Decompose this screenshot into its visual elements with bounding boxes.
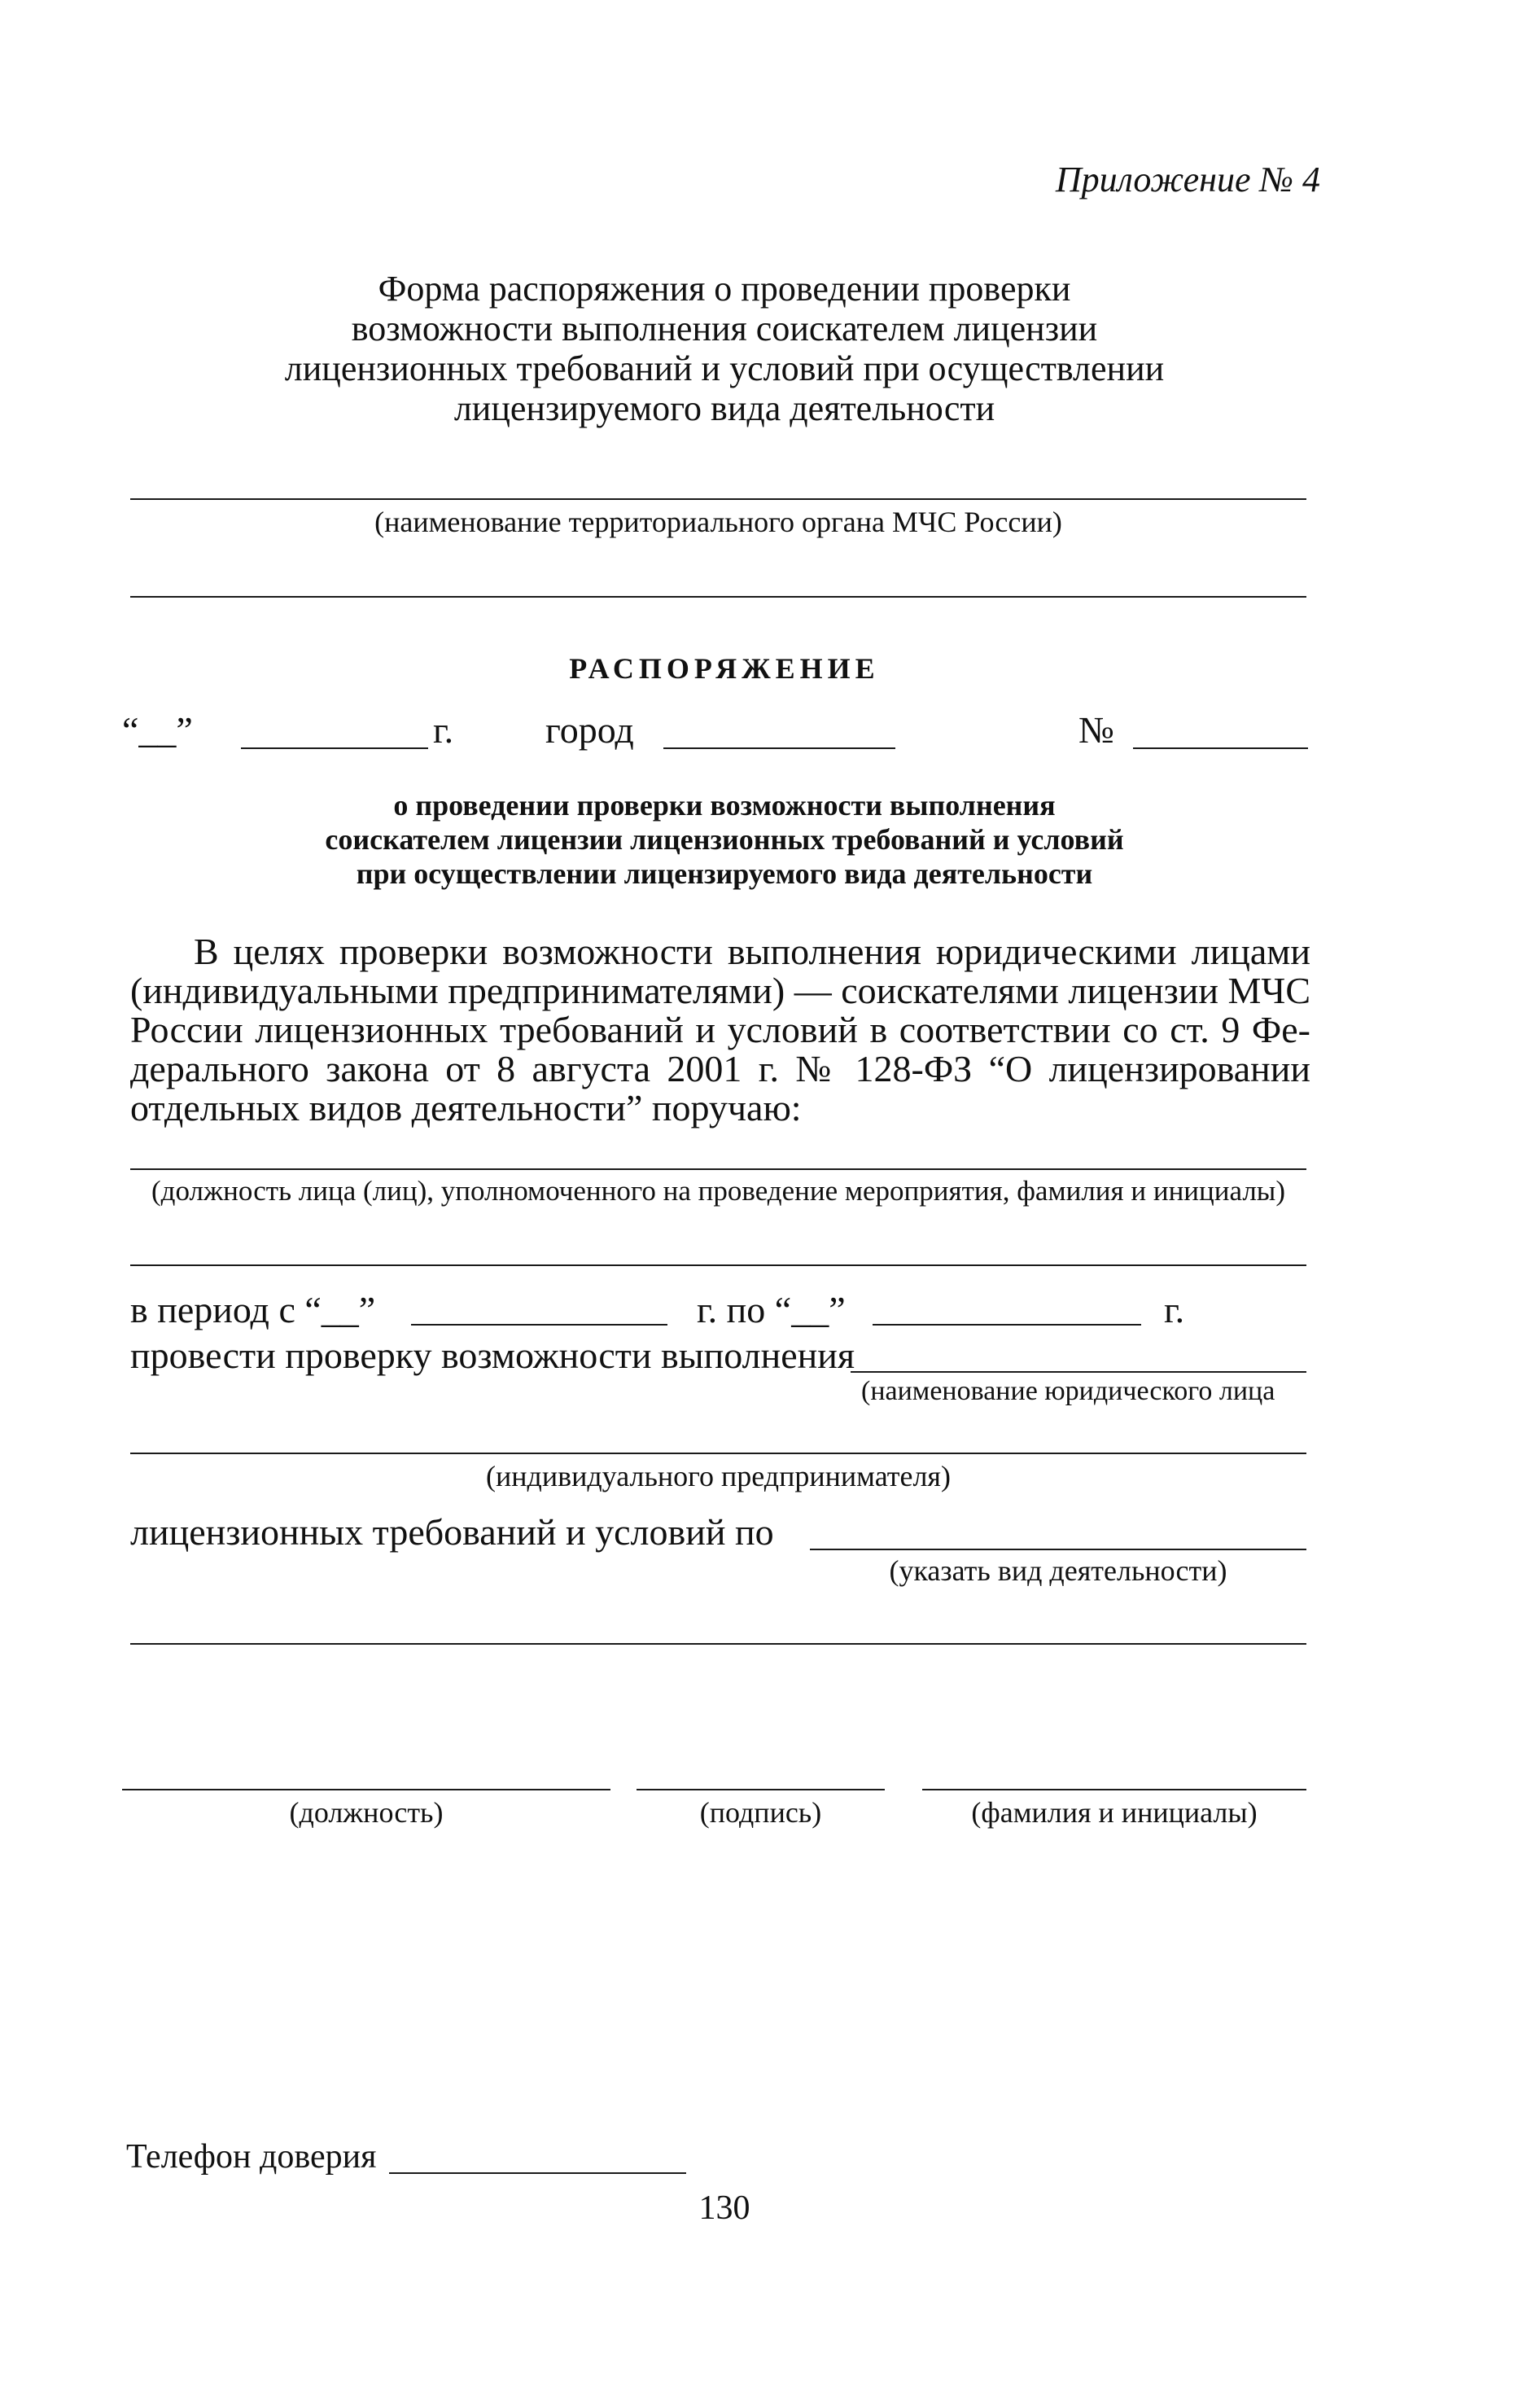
hotline-label: Телефон доверия	[126, 2138, 377, 2176]
form-title-line-1: Форма распоряжения о проведении проверки	[378, 269, 1071, 309]
appendix-label: Приложение № 4	[1055, 160, 1320, 199]
form-title-line-2: возможности выполнения соискателем лицензии	[351, 309, 1098, 348]
city-label: город	[545, 709, 634, 751]
number-line	[1133, 747, 1308, 749]
paragraph-line-2: (индивидуальными предпринимателями) — соискателями лицензии МЧС	[130, 970, 1311, 1011]
form-title	[0, 269, 1449, 428]
period-end-line	[873, 1324, 1141, 1326]
date-day-quote: “__”	[122, 709, 193, 751]
paragraph-line-4: дерального закона от 8 августа 2001 г. № 128-ФЗ “О лицензировании	[130, 1048, 1310, 1089]
official-line	[130, 1168, 1306, 1170]
entrepreneur-caption: (индивидуального предпринимателя)	[486, 1460, 951, 1492]
period-year-suffix: г.	[1164, 1289, 1185, 1330]
page-number: 130	[698, 2189, 750, 2227]
date-year-suffix: г.	[433, 709, 454, 751]
subject-line-2: соискателем лицензии лицензионных требований и условий	[325, 823, 1124, 856]
order-subject	[0, 788, 1449, 891]
check-label: провести проверку возможности выполнения	[130, 1334, 855, 1376]
entity-line	[851, 1371, 1306, 1373]
city-line	[663, 747, 895, 749]
position-caption: (должность)	[289, 1796, 444, 1829]
form-title-line-3: лицензионных требований и условий при осуществлении	[284, 348, 1165, 388]
paragraph-line-3: России лицензионных требований и условий в соответствии со ст. 9 Фе-	[130, 1009, 1310, 1050]
main-paragraph	[130, 932, 1310, 1128]
official-caption: (должность лица (лиц), уполномоченного на проведение мероприятия, фамилия и инициалы)	[151, 1175, 1285, 1207]
name-caption: (фамилия и инициалы)	[971, 1796, 1258, 1829]
document-heading: РАСПОРЯЖЕНИЕ	[569, 652, 880, 685]
signature-sign-line	[637, 1789, 885, 1790]
signature-name-line	[922, 1789, 1306, 1790]
requirements-label: лицензионных требований и условий по	[130, 1511, 774, 1553]
official-extra-line	[130, 1264, 1306, 1266]
org-extra-line	[130, 596, 1306, 598]
number-label: №	[1078, 709, 1114, 751]
activity-line	[810, 1549, 1306, 1550]
activity-caption: (указать вид деятельности)	[889, 1554, 1227, 1587]
hotline-line	[389, 2172, 686, 2174]
period-start-line	[411, 1324, 667, 1326]
date-month-line	[241, 747, 428, 749]
org-caption: (наименование территориального органа МЧС России)	[374, 506, 1062, 538]
signature-position-line	[122, 1789, 610, 1790]
subject-line-1: о проведении проверки возможности выполнения	[393, 789, 1056, 822]
entrepreneur-line	[130, 1453, 1306, 1454]
org-name-line	[130, 498, 1306, 500]
entity-caption: (наименование юридического лица	[861, 1376, 1275, 1406]
form-title-line-4: лицензируемого вида деятельности	[453, 388, 995, 428]
activity-extra-line	[130, 1643, 1306, 1645]
paragraph-line-1: В целях проверки возможности выполнения юридическими лицами	[194, 931, 1310, 972]
period-label: в период с “__”	[130, 1289, 376, 1330]
signature-caption: (подпись)	[699, 1796, 822, 1829]
period-to-label: г. по “__”	[697, 1289, 846, 1330]
subject-line-3: при осуществлении лицензируемого вида деятельности	[356, 857, 1093, 890]
paragraph-line-5: отдельных видов деятельности” поручаю:	[130, 1087, 802, 1128]
